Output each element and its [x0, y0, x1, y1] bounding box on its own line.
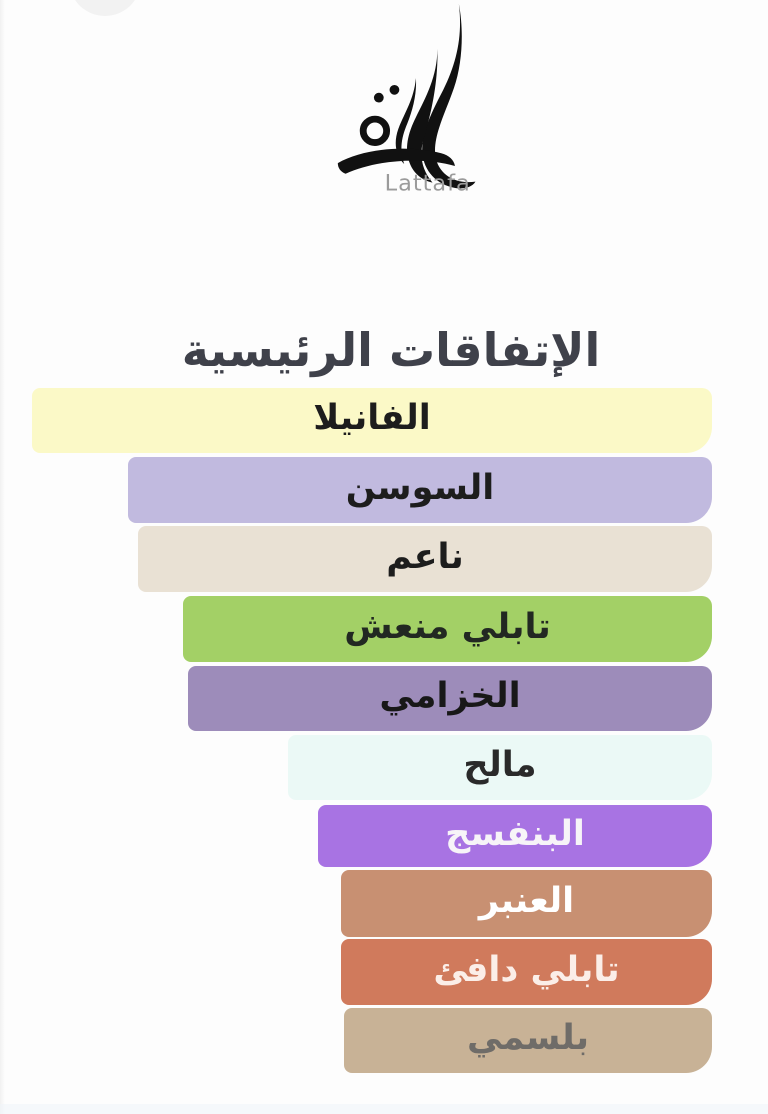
accord-bar-salty	[288, 735, 712, 800]
lattafa-logo-wordmark: Lattafa	[384, 170, 471, 197]
accord-label: الخزامي	[379, 676, 521, 716]
accord-label: البنفسج	[445, 813, 585, 854]
accord-label: ناعم	[386, 536, 464, 577]
accord-bar-fresh-spicy	[183, 596, 712, 662]
accord-bar-vanilla	[32, 388, 712, 453]
accord-label: مالح	[463, 745, 537, 785]
accord-bar-lavender	[188, 666, 712, 731]
bottom-edge-shade	[0, 1104, 768, 1114]
accord-label: الفانيلا	[313, 398, 431, 438]
accord-label: العنبر	[478, 881, 575, 921]
accord-label: السوسن	[345, 467, 495, 508]
accord-bar-iris	[128, 457, 712, 523]
accord-bar-warm-spicy	[341, 939, 712, 1005]
accord-label: تابلي دافئ	[433, 949, 620, 990]
accord-bar-balsamic	[344, 1008, 712, 1073]
accord-bar-soft	[138, 526, 712, 592]
accord-label: بلسمي	[467, 1018, 589, 1058]
page-title: الإتفاقات الرئيسية	[181, 322, 601, 377]
accord-label: تابلي منعش	[344, 606, 551, 647]
accord-bar-amber	[341, 870, 712, 937]
accord-bar-violet	[318, 805, 712, 867]
